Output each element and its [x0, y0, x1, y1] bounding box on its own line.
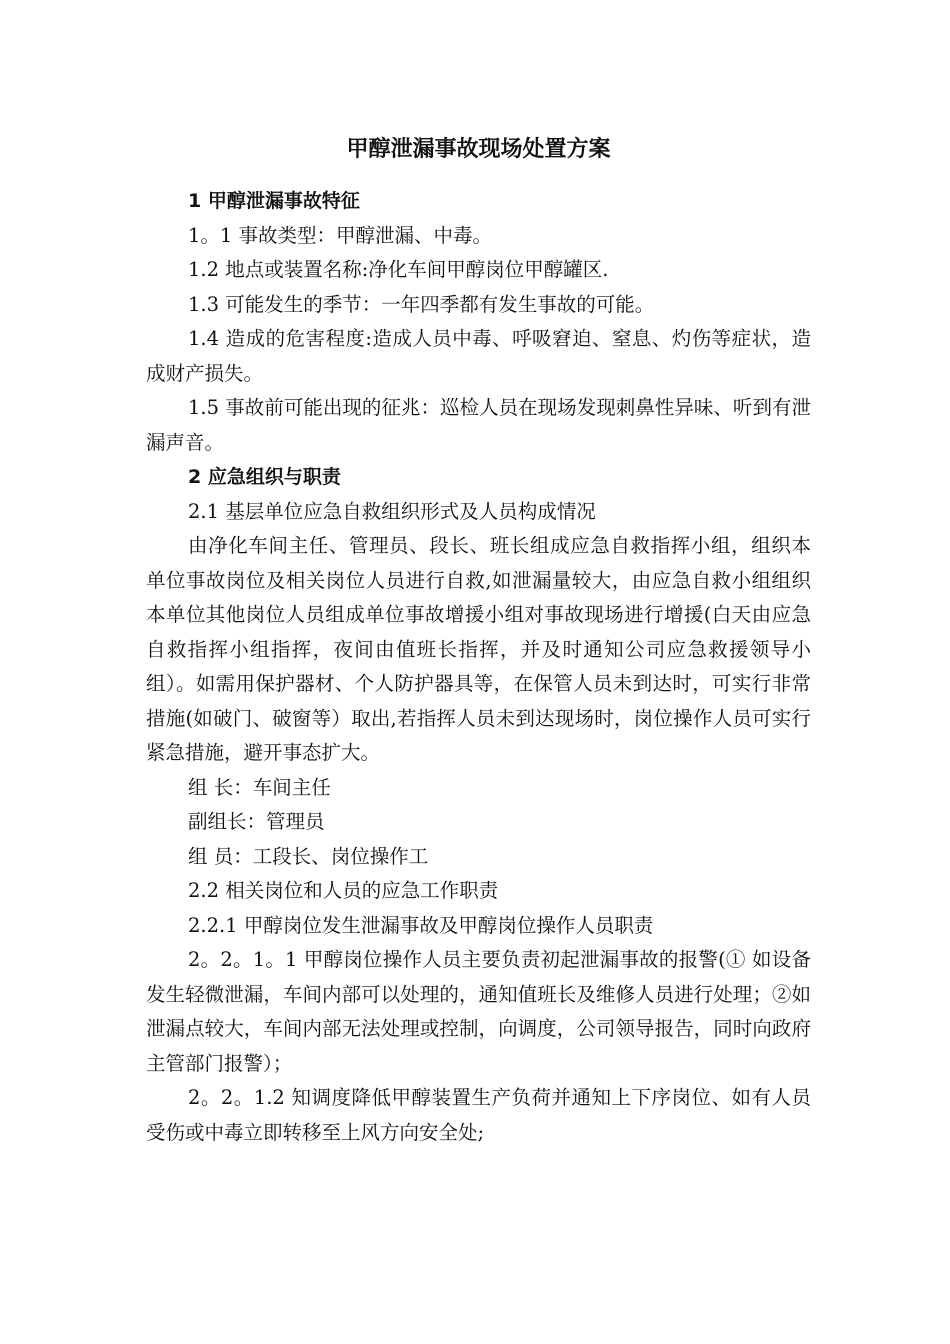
body-paragraph: 由净化车间主任、管理员、段长、班长组成应急自救指挥小组，组织本单位事故岗位及相关岗位人员进行自救,如泄漏量较大，由应急自救小组组织本单位其他岗位人员组成单位事故增援小组对事故现场进行增援(白天由应急自救指挥小组指挥，夜间由值班长指挥，并及时通知公司应急救援领导小组）。如需用保护器材、个人防护器具等，在保管人员未到达时，可实行非常措施(如破门、破窗等）取出,若指挥人员未到达现场时，岗位操作人员可实行紧急措施，避开事态扩大。: [146, 534, 811, 764]
body-paragraph: 2.2.1 甲醇岗位发生泄漏事故及甲醇岗位操作人员职责: [188, 913, 654, 937]
section-heading: 1 甲醇泄漏事故特征: [188, 190, 360, 212]
body-paragraph: 1.4 造成的危害程度:造成人员中毒、呼吸窘迫、窒息、灼伤等症状，造成财产损失。: [146, 327, 811, 385]
body-paragraph: 1.2 地点或装置名称:净化车间甲醇岗位甲醇罐区.: [188, 258, 609, 281]
body-paragraph: 2。2。1。1 甲醇岗位操作人员主要负责初起泄漏事故的报警(① 如设备发生轻微泄漏，车间内部可以处理的，通知值班长及维修人员进行处理；②如泄漏点较大，车间内部无法处理或控制，向调度，公司领导报告，同时向政府主管部门报警）；: [146, 948, 811, 1075]
body-paragraph: 1.3 可能发生的季节：一年四季都有发生事故的可能。: [188, 292, 655, 316]
document-title: 甲醇泄漏事故现场处置方案: [346, 137, 611, 162]
body-paragraph: 2.2 相关岗位和人员的应急工作职责: [188, 879, 499, 902]
body-paragraph: 2。2。1.2 知调度降低甲醇装置生产负荷并通知上下序岗位、如有人员受伤或中毒立即转移至上风方向安全处;: [146, 1086, 811, 1144]
body-paragraph: 1.5 事故前可能出现的征兆：巡检人员在现场发现刺鼻性异味、听到有泄漏声音。: [146, 396, 811, 454]
document-page: [146, 132, 811, 1150]
section-heading: 2 应急组织与职责: [188, 466, 341, 488]
body-paragraph: 组 员：工段长、岗位操作工: [188, 844, 429, 868]
body-paragraph: 2.1 基层单位应急自救组织形式及人员构成情况: [188, 499, 596, 523]
document-body: [146, 184, 811, 1150]
body-paragraph: 副组长：管理员: [188, 810, 325, 833]
body-paragraph: 1。1 事故类型：甲醇泄漏、中毒。: [188, 223, 493, 247]
body-paragraph: 组 长：车间主任: [188, 775, 331, 799]
